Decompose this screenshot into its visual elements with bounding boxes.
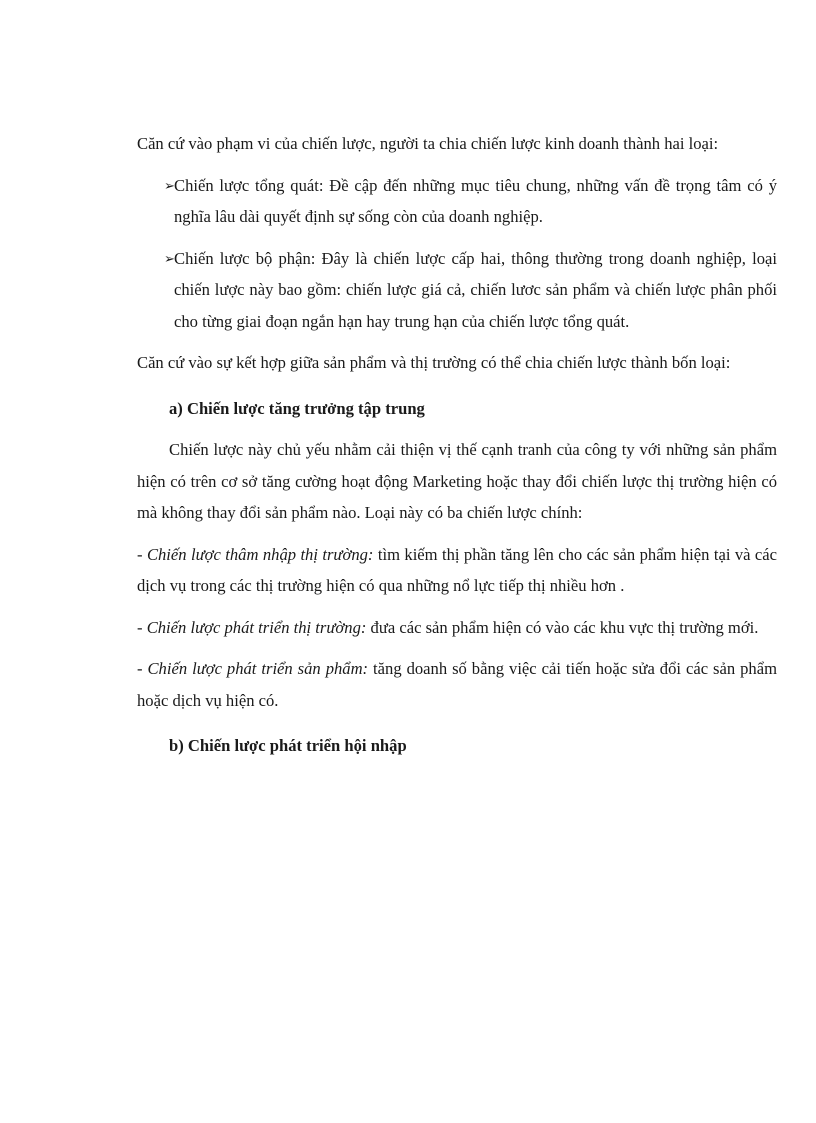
arrow-bullet-icon: ➢ <box>164 177 175 193</box>
strategy-item-product-development <box>137 653 777 716</box>
dash-marker: - <box>137 659 148 678</box>
bullet-text: Chiến lược bộ phận: Đây là chiến lược cấp hai, thông thường trong doanh nghiệp, loại chiến lược này bao gồm: chiến lược giá cả, chiến lươc sản phẩm và chiến lược phân phối cho từng giai đoạn ngắn hạn hay trung hạn của chiến lược tổng quát. <box>174 248 777 331</box>
intro-paragraph-scope: Căn cứ vào phạm vi của chiến lược, người ta chia chiến lược kinh doanh thành hai loại: <box>137 134 719 153</box>
strategy-item-penetration <box>137 539 777 602</box>
section-heading-a: a) Chiến lược tăng trưởng tập trung <box>169 398 425 418</box>
strategy-description: đưa các sản phẩm hiện có vào các khu vực thị trường mới. <box>366 617 759 637</box>
strategy-name: Chiến lược phát triển thị trường: <box>146 617 367 637</box>
dash-marker: - <box>137 617 147 637</box>
section-heading-b: b) Chiến lược phát triển hội nhập <box>169 736 407 755</box>
list-item <box>137 243 777 338</box>
section-a-paragraph: Chiến lược này chủ yếu nhằm cải thiện vị thế cạnh tranh của công ty với những sản phẩm hiện có trên cơ sở tăng cường hoạt động Marketing hoặc thay đổi chiến lược thị trường hiện có mà không thay đổi sản phẩm nào. Loại này có ba chiến lược chính: <box>137 440 777 522</box>
strategy-name: Chiến lược thâm nhập thị trường: <box>146 544 374 564</box>
strategy-description: tăng doanh số bằng việc cải tiến hoặc sửa đổi các sản phẩm hoặc dịch vụ hiện có. <box>137 659 777 710</box>
document-page <box>137 128 777 762</box>
list-item <box>137 170 777 233</box>
strategy-item-market-development <box>137 612 777 644</box>
strategy-description: tìm kiếm thị phần tăng lên cho các sản phẩm hiện tại và các dịch vụ trong các thị trường hiện có qua những nổ lực tiếp thị nhiều hơn . <box>137 544 777 595</box>
arrow-bullet-icon: ➢ <box>164 250 175 266</box>
strategy-name: Chiến lược phát triển sản phẩm: <box>147 659 369 678</box>
dash-marker: - <box>137 544 147 564</box>
bullet-text: Chiến lược tổng quát: Đề cập đến những mục tiêu chung, những vấn đề trọng tâm có ý nghĩa lâu dài quyết định sự sống còn của doanh nghiệp. <box>174 175 777 226</box>
scope-strategy-list <box>137 170 777 338</box>
intro-paragraph-product-market: Căn cứ vào sự kết hợp giữa sản phẩm và thị trường có thể chia chiến lược thành bốn loại: <box>137 353 731 372</box>
